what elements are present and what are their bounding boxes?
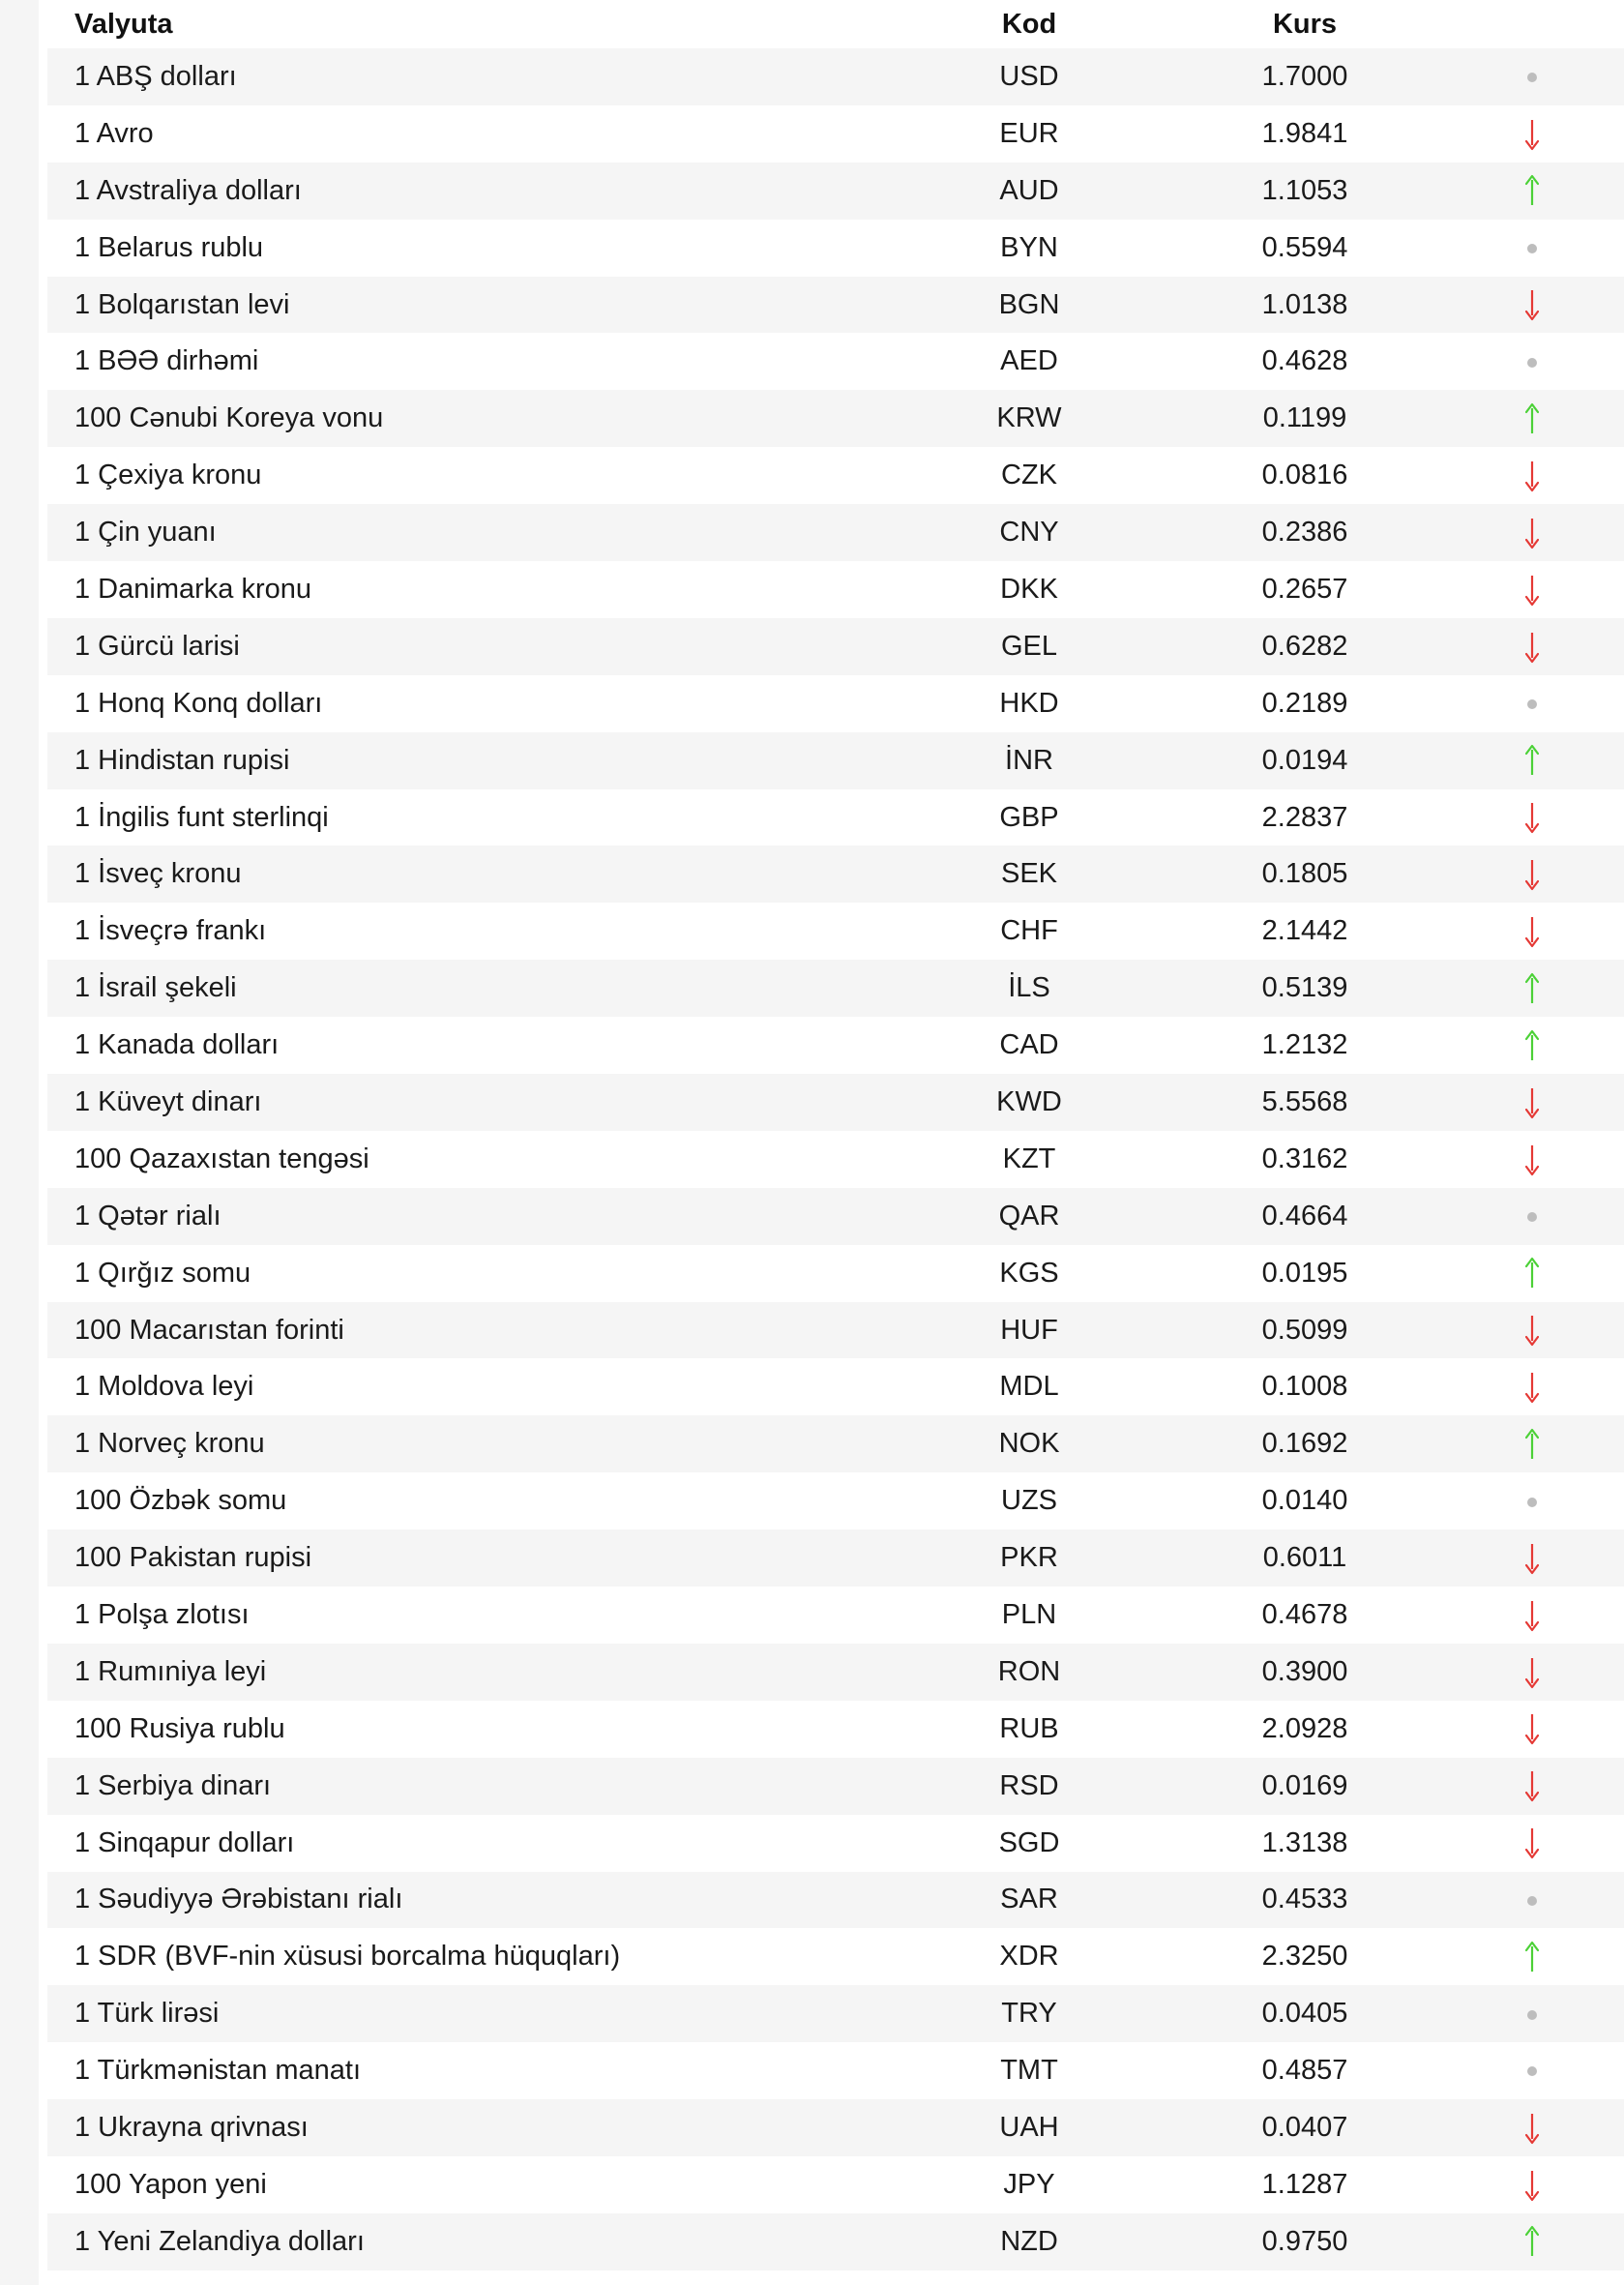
trend-down-arrow-icon bbox=[1498, 2111, 1566, 2144]
table-row bbox=[47, 789, 1624, 846]
currency-name: 1 Honq Konq dolları bbox=[74, 687, 323, 719]
table-row bbox=[47, 504, 1624, 561]
currency-rate: 0.6011 bbox=[1262, 1542, 1347, 1574]
currency-rate: 0.6282 bbox=[1261, 630, 1348, 662]
currency-name: 1 SDR (BVF-nin xüsusi borcalma hüquqları) bbox=[74, 1941, 621, 1973]
currency-code: CNY bbox=[999, 517, 1059, 549]
currency-name: 1 Türk lirəsi bbox=[74, 1998, 220, 2030]
table-row bbox=[47, 561, 1624, 618]
trend-down-arrow-icon bbox=[1498, 1769, 1566, 1802]
currency-code: PLN bbox=[1001, 1598, 1057, 1630]
currency-code: GBP bbox=[999, 801, 1059, 833]
currency-name: 1 Bolqarıstan levi bbox=[74, 288, 290, 320]
trend-up-arrow-icon bbox=[1498, 744, 1566, 777]
trend-down-arrow-icon bbox=[1498, 573, 1566, 606]
currency-code: SGD bbox=[998, 1826, 1060, 1858]
currency-name: 1 ABŞ dolları bbox=[74, 60, 237, 92]
table-row bbox=[47, 1245, 1624, 1302]
currency-rate: 5.5568 bbox=[1261, 1085, 1348, 1117]
currency-code: AUD bbox=[999, 174, 1059, 206]
currency-rate: 0.0195 bbox=[1261, 1257, 1348, 1289]
currency-name: 1 İsrail şekeli bbox=[74, 972, 237, 1004]
currency-code: NZD bbox=[1000, 2225, 1058, 2257]
currency-code: BYN bbox=[1000, 231, 1058, 263]
page-left-strip bbox=[0, 0, 39, 2285]
currency-rate: 0.2657 bbox=[1261, 573, 1348, 605]
table-row bbox=[47, 277, 1624, 334]
table-row bbox=[47, 390, 1624, 447]
table-row bbox=[47, 1985, 1624, 2042]
table-row bbox=[47, 1644, 1624, 1701]
table-row bbox=[47, 333, 1624, 390]
currency-code: EUR bbox=[999, 117, 1059, 149]
currency-name: 100 Özbək somu bbox=[74, 1485, 287, 1517]
trend-neutral-dot-icon bbox=[1498, 688, 1566, 720]
trend-down-arrow-icon bbox=[1498, 858, 1566, 891]
currency-rate: 2.0928 bbox=[1261, 1712, 1348, 1744]
currency-name: 100 Macarıstan forinti bbox=[74, 1314, 344, 1346]
currency-rate: 0.5594 bbox=[1261, 231, 1348, 263]
currency-code: HUF bbox=[1000, 1314, 1058, 1346]
currency-code: QAR bbox=[998, 1200, 1060, 1232]
trend-up-arrow-icon bbox=[1498, 174, 1566, 207]
trend-neutral-dot-icon bbox=[1498, 1201, 1566, 1232]
currency-rate: 2.3250 bbox=[1261, 1941, 1348, 1973]
currency-name: 1 Səudiyyə Ərəbistanı rialı bbox=[74, 1884, 403, 1915]
currency-code: XDR bbox=[999, 1941, 1059, 1973]
currency-code: MDL bbox=[999, 1371, 1059, 1403]
currency-name: 1 Moldova leyi bbox=[74, 1371, 254, 1403]
currency-name: 100 Pakistan rupisi bbox=[74, 1542, 312, 1574]
currency-code: İNR bbox=[1005, 744, 1053, 776]
table-row bbox=[47, 1415, 1624, 1472]
header-rate: Kurs bbox=[1272, 8, 1338, 40]
currency-name: 100 Yapon yeni bbox=[74, 2168, 267, 2200]
currency-rate: 1.1287 bbox=[1261, 2168, 1348, 2200]
table-row bbox=[47, 163, 1624, 220]
trend-up-arrow-icon bbox=[1498, 1428, 1566, 1461]
trend-up-arrow-icon bbox=[1498, 1028, 1566, 1061]
currency-rate: 0.3900 bbox=[1261, 1655, 1348, 1687]
currency-name: 1 Qətər rialı bbox=[74, 1200, 221, 1232]
table-row bbox=[47, 1358, 1624, 1415]
currency-code: GEL bbox=[1000, 630, 1058, 662]
currency-name: 1 Gürcü larisi bbox=[74, 630, 240, 662]
currency-rate: 0.4533 bbox=[1261, 1884, 1348, 1915]
currency-name: 1 Kanada dolları bbox=[74, 1029, 280, 1061]
table-row bbox=[47, 846, 1624, 903]
currency-code: JPY bbox=[1003, 2168, 1055, 2200]
table-row bbox=[47, 447, 1624, 504]
currency-code: BGN bbox=[998, 288, 1060, 320]
currency-rate: 0.4857 bbox=[1261, 2055, 1348, 2087]
trend-down-arrow-icon bbox=[1498, 1826, 1566, 1859]
header-code: Kod bbox=[1001, 8, 1057, 40]
trend-down-arrow-icon bbox=[1498, 801, 1566, 834]
currency-rate: 0.4628 bbox=[1261, 345, 1348, 377]
currency-name: 100 Qazaxıstan tengəsi bbox=[74, 1142, 369, 1174]
currency-code: PKR bbox=[1000, 1542, 1058, 1574]
currency-name: 1 Yeni Zelandiya dolları bbox=[74, 2225, 365, 2257]
table-row bbox=[47, 1928, 1624, 1985]
currency-code: NOK bbox=[998, 1428, 1060, 1460]
trend-neutral-dot-icon bbox=[1498, 1998, 1566, 2030]
table-row bbox=[47, 1188, 1624, 1245]
currency-rate: 0.0169 bbox=[1261, 1769, 1348, 1801]
currency-name: 1 Norveç kronu bbox=[74, 1428, 265, 1460]
currency-name: 1 İsveçrə frankı bbox=[74, 915, 267, 947]
currency-code: KZT bbox=[1002, 1142, 1056, 1174]
currency-name: 1 Belarus rublu bbox=[74, 231, 264, 263]
currency-name: 1 İngilis funt sterlinqi bbox=[74, 801, 329, 833]
currency-name: 1 İsveç kronu bbox=[74, 858, 242, 890]
trend-down-arrow-icon bbox=[1498, 630, 1566, 663]
table-row bbox=[47, 2156, 1624, 2213]
currency-code: CZK bbox=[1001, 460, 1057, 491]
currency-rate: 0.0816 bbox=[1261, 460, 1348, 491]
table-row bbox=[47, 675, 1624, 732]
currency-name: 1 Avro bbox=[74, 117, 154, 149]
currency-table bbox=[47, 0, 1624, 2270]
currency-name: 1 Çexiya kronu bbox=[74, 460, 262, 491]
trend-up-arrow-icon bbox=[1498, 1257, 1566, 1290]
trend-neutral-dot-icon bbox=[1498, 1485, 1566, 1517]
currency-rate: 0.4664 bbox=[1261, 1200, 1348, 1232]
table-row bbox=[47, 220, 1624, 277]
currency-rate: 0.0405 bbox=[1261, 1998, 1348, 2030]
trend-up-arrow-icon bbox=[1498, 972, 1566, 1005]
currency-rate: 1.7000 bbox=[1261, 60, 1348, 92]
currency-rate: 0.5139 bbox=[1261, 972, 1348, 1004]
currency-code: RON bbox=[997, 1655, 1061, 1687]
currency-code: UAH bbox=[999, 2112, 1059, 2143]
currency-code: KRW bbox=[996, 402, 1062, 434]
currency-code: CHF bbox=[1000, 915, 1058, 947]
currency-name: 1 Rumıniya leyi bbox=[74, 1655, 267, 1687]
table-row bbox=[47, 1074, 1624, 1131]
currency-name: 1 Polşa zlotısı bbox=[74, 1598, 250, 1630]
currency-rate: 0.2386 bbox=[1261, 517, 1348, 549]
currency-code: SEK bbox=[1000, 858, 1058, 890]
trend-down-arrow-icon bbox=[1498, 1371, 1566, 1404]
currency-rate: 0.1805 bbox=[1261, 858, 1348, 890]
currency-code: DKK bbox=[1000, 573, 1058, 605]
table-row bbox=[47, 1529, 1624, 1587]
currency-code: TMT bbox=[1000, 2055, 1058, 2087]
currency-name: 1 Türkmənistan manatı bbox=[74, 2055, 362, 2087]
trend-up-arrow-icon bbox=[1498, 402, 1566, 435]
trend-down-arrow-icon bbox=[1498, 915, 1566, 948]
currency-code: KWD bbox=[996, 1085, 1062, 1117]
currency-code: İLS bbox=[1008, 972, 1050, 1004]
trend-down-arrow-icon bbox=[1498, 1655, 1566, 1688]
currency-name: 1 Hindistan rupisi bbox=[74, 744, 290, 776]
currency-rate: 0.1692 bbox=[1261, 1428, 1348, 1460]
table-row bbox=[47, 48, 1624, 105]
currency-name: 1 Sinqapur dolları bbox=[74, 1826, 295, 1858]
currency-name: 100 Cənubi Koreya vonu bbox=[74, 402, 384, 434]
currency-name: 1 BƏƏ dirhəmi bbox=[74, 345, 259, 377]
table-row bbox=[47, 618, 1624, 675]
currency-rate: 2.2837 bbox=[1261, 801, 1348, 833]
currency-rate: 0.3162 bbox=[1261, 1142, 1348, 1174]
table-row bbox=[47, 1131, 1624, 1188]
trend-up-arrow-icon bbox=[1498, 1941, 1566, 1973]
table-row bbox=[47, 960, 1624, 1017]
table-row bbox=[47, 1701, 1624, 1758]
trend-down-arrow-icon bbox=[1498, 288, 1566, 321]
table-row bbox=[47, 1758, 1624, 1815]
currency-code: TRY bbox=[1001, 1998, 1057, 2030]
trend-down-arrow-icon bbox=[1498, 516, 1566, 549]
currency-name: 1 Qırğız somu bbox=[74, 1257, 251, 1289]
currency-rate: 0.4678 bbox=[1261, 1598, 1348, 1630]
trend-neutral-dot-icon bbox=[1498, 345, 1566, 377]
currency-rate: 2.1442 bbox=[1261, 915, 1348, 947]
table-row bbox=[47, 732, 1624, 789]
trend-down-arrow-icon bbox=[1498, 1142, 1566, 1175]
trend-neutral-dot-icon bbox=[1498, 2055, 1566, 2087]
table-header bbox=[47, 0, 1624, 48]
trend-down-arrow-icon bbox=[1498, 1314, 1566, 1347]
currency-name: 1 Küveyt dinarı bbox=[74, 1085, 262, 1117]
currency-rate: 0.0140 bbox=[1261, 1485, 1348, 1517]
trend-down-arrow-icon bbox=[1498, 1085, 1566, 1118]
trend-neutral-dot-icon bbox=[1498, 1884, 1566, 1915]
currency-rate: 0.0407 bbox=[1261, 2112, 1348, 2143]
currency-name: 1 Danimarka kronu bbox=[74, 573, 311, 605]
trend-down-arrow-icon bbox=[1498, 2168, 1566, 2201]
header-currency: Valyuta bbox=[74, 8, 173, 40]
currency-name: 1 Avstraliya dolları bbox=[74, 174, 302, 206]
currency-rate: 1.9841 bbox=[1261, 117, 1348, 149]
currency-rate: 1.0138 bbox=[1261, 288, 1348, 320]
table-row bbox=[47, 2099, 1624, 2156]
table-row bbox=[47, 1472, 1624, 1529]
trend-up-arrow-icon bbox=[1498, 2225, 1566, 2258]
currency-rate: 0.9750 bbox=[1261, 2225, 1348, 2257]
currency-code: CAD bbox=[999, 1029, 1059, 1061]
currency-rate: 1.2132 bbox=[1261, 1029, 1348, 1061]
currency-rate: 0.0194 bbox=[1261, 744, 1348, 776]
currency-name: 100 Rusiya rublu bbox=[74, 1712, 285, 1744]
currency-name: 1 Çin yuanı bbox=[74, 517, 217, 549]
trend-down-arrow-icon bbox=[1498, 1598, 1566, 1631]
currency-name: 1 Ukrayna qrivnası bbox=[74, 2112, 309, 2143]
table-body bbox=[47, 48, 1624, 2270]
currency-rate: 0.5099 bbox=[1261, 1314, 1348, 1346]
table-row bbox=[47, 2042, 1624, 2099]
currency-code: AED bbox=[1000, 345, 1058, 377]
trend-down-arrow-icon bbox=[1498, 117, 1566, 150]
currency-rate: 0.1008 bbox=[1261, 1371, 1348, 1403]
trend-down-arrow-icon bbox=[1498, 1541, 1566, 1574]
trend-neutral-dot-icon bbox=[1498, 61, 1566, 93]
currency-rate: 0.2189 bbox=[1261, 687, 1348, 719]
trend-neutral-dot-icon bbox=[1498, 232, 1566, 264]
table-row bbox=[47, 903, 1624, 960]
table-row bbox=[47, 1302, 1624, 1359]
table-row bbox=[47, 105, 1624, 163]
currency-code: RUB bbox=[999, 1712, 1059, 1744]
currency-code: RSD bbox=[999, 1769, 1059, 1801]
currency-code: SAR bbox=[1000, 1884, 1058, 1915]
trend-down-arrow-icon bbox=[1498, 460, 1566, 492]
currency-code: HKD bbox=[999, 687, 1059, 719]
table-row bbox=[47, 1815, 1624, 1872]
table-row bbox=[47, 1872, 1624, 1929]
currency-rate: 0.1199 bbox=[1262, 402, 1347, 434]
currency-code: USD bbox=[999, 60, 1059, 92]
table-row bbox=[47, 2213, 1624, 2270]
currency-code: KGS bbox=[999, 1257, 1059, 1289]
table-row bbox=[47, 1017, 1624, 1074]
currency-code: UZS bbox=[1001, 1485, 1057, 1517]
trend-down-arrow-icon bbox=[1498, 1712, 1566, 1745]
currency-name: 1 Serbiya dinarı bbox=[74, 1769, 272, 1801]
currency-rate: 1.1053 bbox=[1261, 174, 1348, 206]
currency-rate: 1.3138 bbox=[1261, 1826, 1348, 1858]
table-row bbox=[47, 1587, 1624, 1644]
